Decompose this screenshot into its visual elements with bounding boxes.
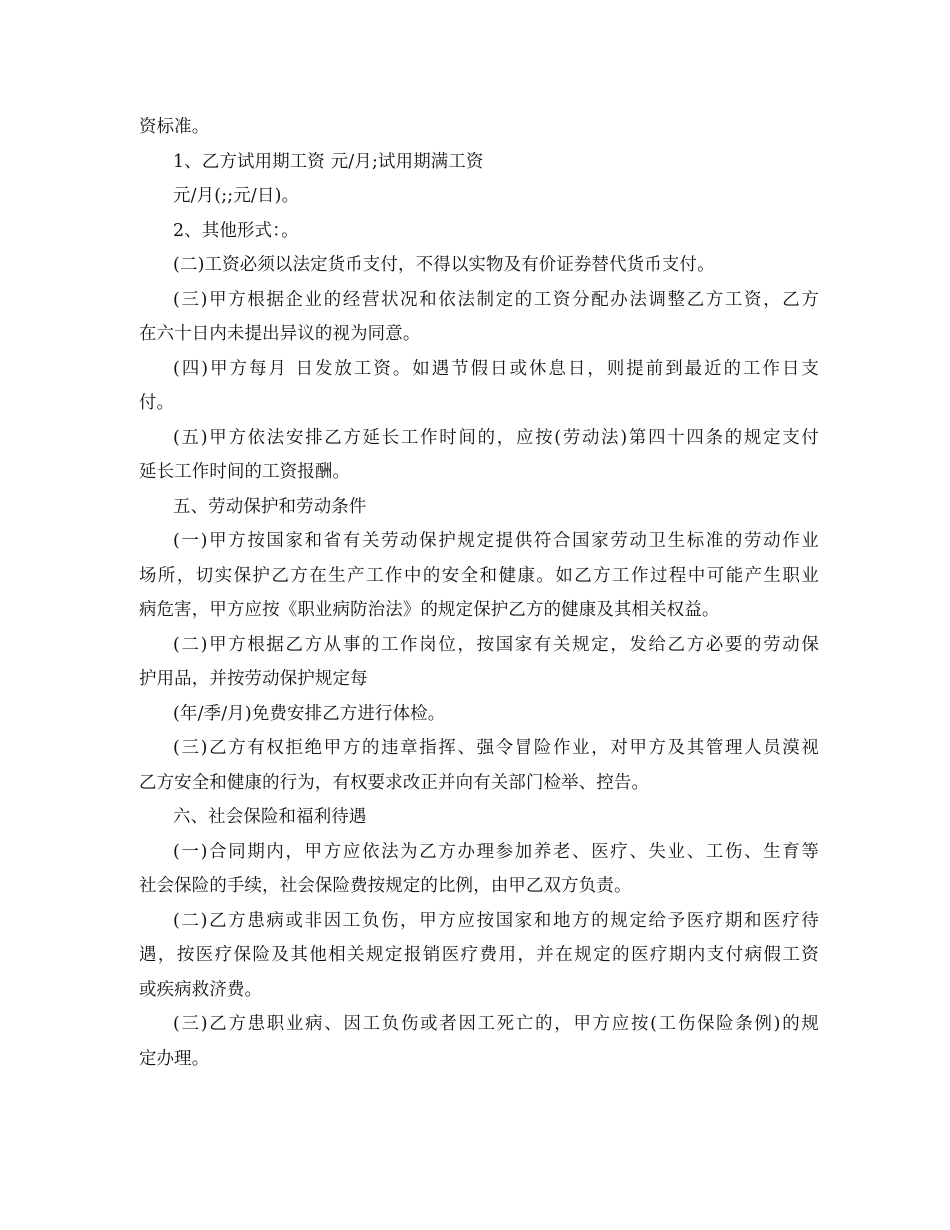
section-heading: 六、社会保险和福利待遇 [173, 807, 367, 827]
text-line: (三)乙方有权拒绝甲方的违章指挥、强令冒险作业，对甲方及其管理人员漠视 [173, 738, 819, 758]
text-line: 社会保险的手续，社会保险费按规定的比例，由甲乙双方负责。 [139, 876, 632, 896]
text-line: (三)甲方根据企业的经营状况和依法制定的工资分配办法调整乙方工资，乙方 [173, 289, 819, 310]
text-line: 场所，切实保护乙方在生产工作中的安全和健康。如乙方工作过程中可能产生职业 [139, 565, 819, 586]
text-line: 1、乙方试用期工资 元/月;试用期满工资 [173, 151, 484, 172]
text-line: 护用品，并按劳动保护规定每 [139, 669, 368, 689]
text-line: 在六十日内未提出异议的视为同意。 [139, 324, 421, 344]
text-line: 资标准。 [139, 117, 210, 137]
text-line: (三)乙方患职业病、因工负伤或者因工死亡的，甲方应按(工伤保险条例)的规 [173, 1014, 819, 1034]
section-heading: 五、劳动保护和劳动条件 [173, 496, 367, 517]
text-line: 遇，按医疗保险及其他相关规定报销医疗费用，并在规定的医疗期内支付病假工资 [139, 945, 819, 965]
text-line: (一)甲方按国家和省有关劳动保护规定提供符合国家劳动卫生标准的劳动作业 [173, 531, 819, 551]
text-line: (五)甲方依法安排乙方延长工作时间的，应按(劳动法)第四十四条的规定支付 [173, 427, 819, 448]
text-line: 2、其他形式：。 [173, 220, 299, 241]
text-line: 付。 [139, 393, 175, 413]
text-line: (二)乙方患病或非因工负伤，甲方应按国家和地方的规定给予医疗期和医疗待 [173, 910, 819, 931]
document-body [139, 110, 819, 1076]
text-line: (二)工资必须以法定货币支付，不得以实物及有价证券替代货币支付。 [173, 255, 715, 275]
text-line: 元/月(;;元/日)。 [173, 186, 300, 206]
text-line: (一)合同期内，甲方应依法为乙方办理参加养老、医疗、失业、工伤、生育等 [173, 841, 819, 862]
text-line: 延长工作时间的工资报酬。 [139, 462, 351, 482]
text-line: 病危害，甲方应按《职业病防治法》的规定保护乙方的健康及其相关权益。 [139, 600, 720, 620]
text-line: 定办理。 [139, 1048, 210, 1069]
text-line: 乙方安全和健康的行为，有权要求改正并向有关部门检举、控告。 [139, 772, 650, 793]
text-line: 或疾病救济费。 [139, 979, 263, 1000]
text-line: (四)甲方每月 日发放工资。如遇节假日或休息日，则提前到最近的工作日支 [173, 358, 819, 379]
text-line: (二)甲方根据乙方从事的工作岗位，按国家有关规定，发给乙方必要的劳动保 [173, 634, 819, 655]
text-line: (年/季/月)免费安排乙方进行体检。 [173, 703, 446, 724]
